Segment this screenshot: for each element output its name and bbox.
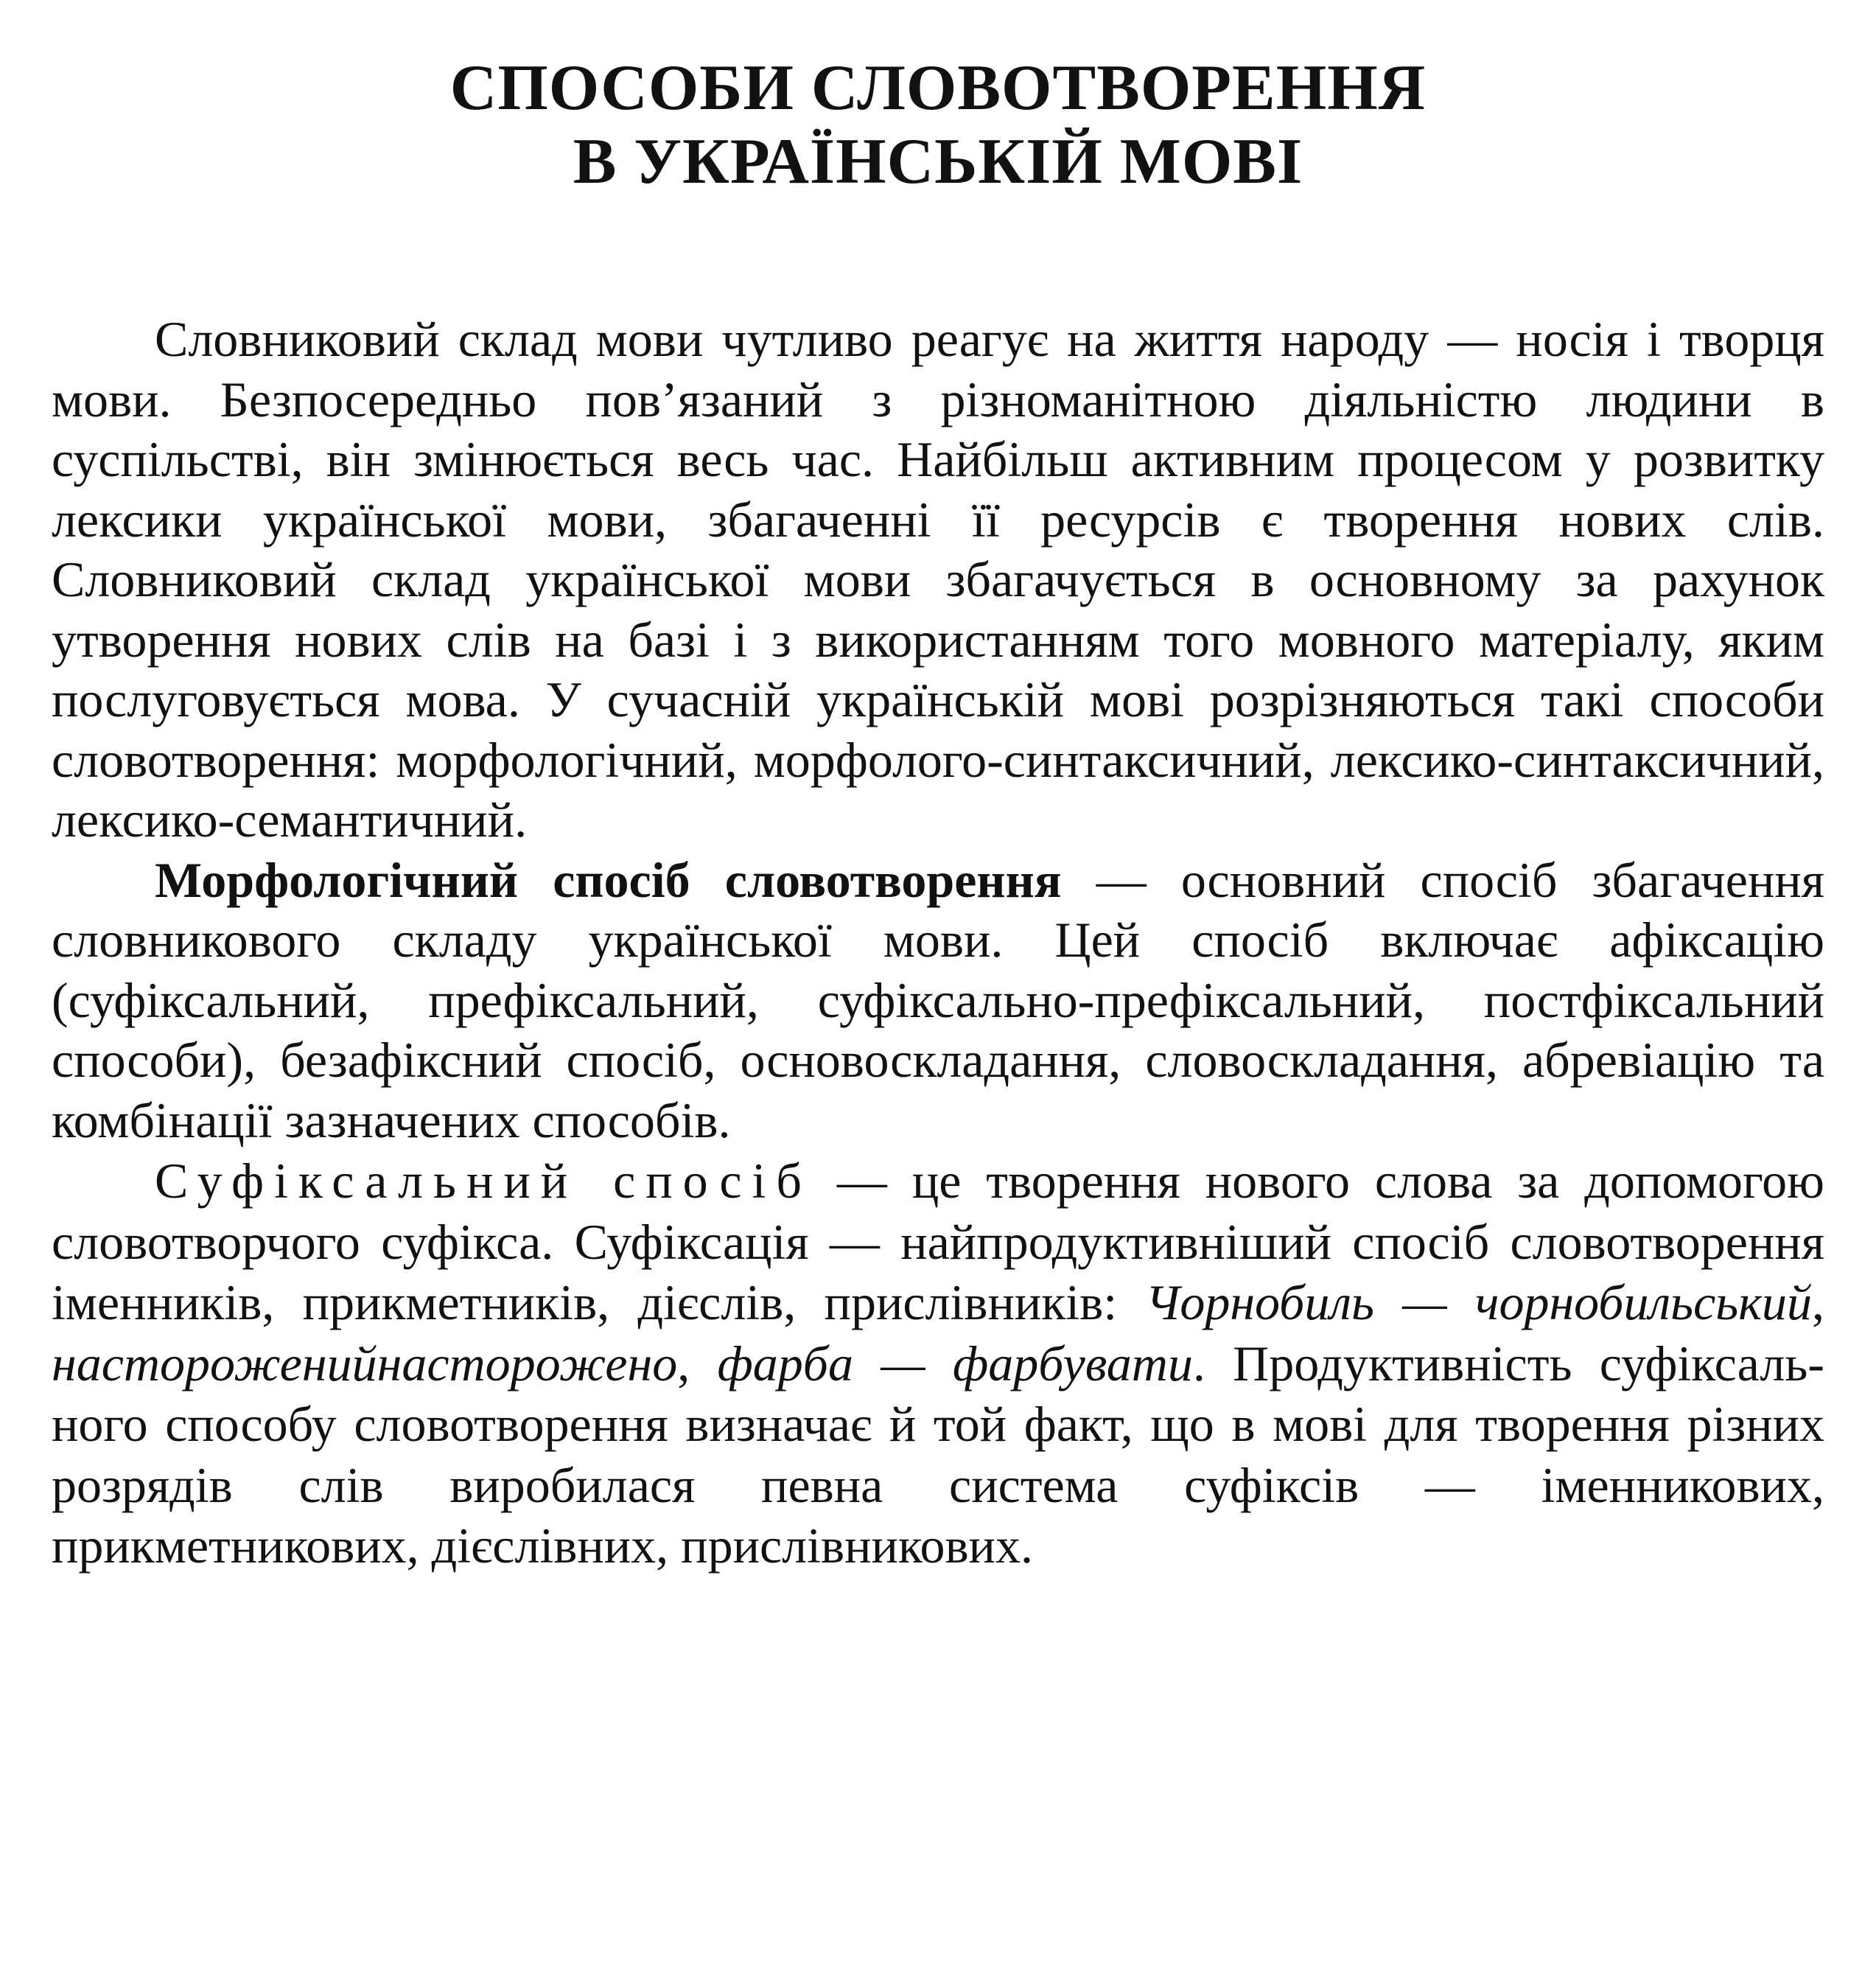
title-line-1: СПОСОБИ СЛОВОТВОРЕННЯ [449,52,1427,124]
paragraph-suffixal [52,1150,1824,1576]
suffixal-text-1: — це творення нового слова за допомогою словотворчого суфікса. Суфіксація — найпродуктивніший спосіб словотворення іменників, прикметників, дієслів, прислівників: [52,1153,1824,1330]
example-3: фарба — фарбувати [717,1335,1193,1391]
suffixal-text-2: . Продуктивність суфіксального способу словотворення визначає й той факт, що в мові для творення різних розрядів слів виробилася певна система суфіксів — іменникових, прикметникових, дієслівних, прислівникових. [52,1335,1824,1574]
paragraph-morphological [52,851,1824,1151]
example-1: Чорнобиль — чорнобильський [1145,1274,1813,1330]
page-title [52,52,1824,199]
body-text [52,310,1824,1576]
term-suffixal: Суфіксальний спосіб [155,1153,813,1209]
example-2: настороженийнасторожено [52,1335,678,1391]
term-morphological: Морфологічний спосіб словотворення [155,851,1062,908]
document-page [52,52,1824,1938]
title-line-2: В УКРАЇНСЬКІЙ МОВІ [573,126,1303,198]
paragraph-intro: Словниковий склад мови чутливо реагує на життя народу — носія і творця мови. Безпосередньо пов’язаний з різноманітною діяльністю людини в суспільстві, він змінюється весь час. Найбільш активним процесом у розвитку лексики української мови, збагаченні її ресурсів є творення нових слів. Словниковий склад української мови збагачується в основному за рахунок утворення нових слів на базі і з використанням того мовного матеріалу, яким послуговується мова. У сучасній українській мові розрізняються такі способи словотворення: морфологічний, морфолого-синтаксичний, лексико-синтаксичний, лексико-семантичний. [52,311,1824,848]
example-separator-1: , [1812,1274,1824,1330]
example-separator-2: , [677,1335,718,1391]
morphological-text: — основний спосіб збагачення словникового складу української мови. Цей спосіб включає афіксацію (суфіксальний, префіксальний, суфіксально-префіксальний, постфіксальний способи), безафіксний спосіб, основоскладання, словоскладання, абревіацію та комбінації зазначених способів. [52,851,1824,1148]
